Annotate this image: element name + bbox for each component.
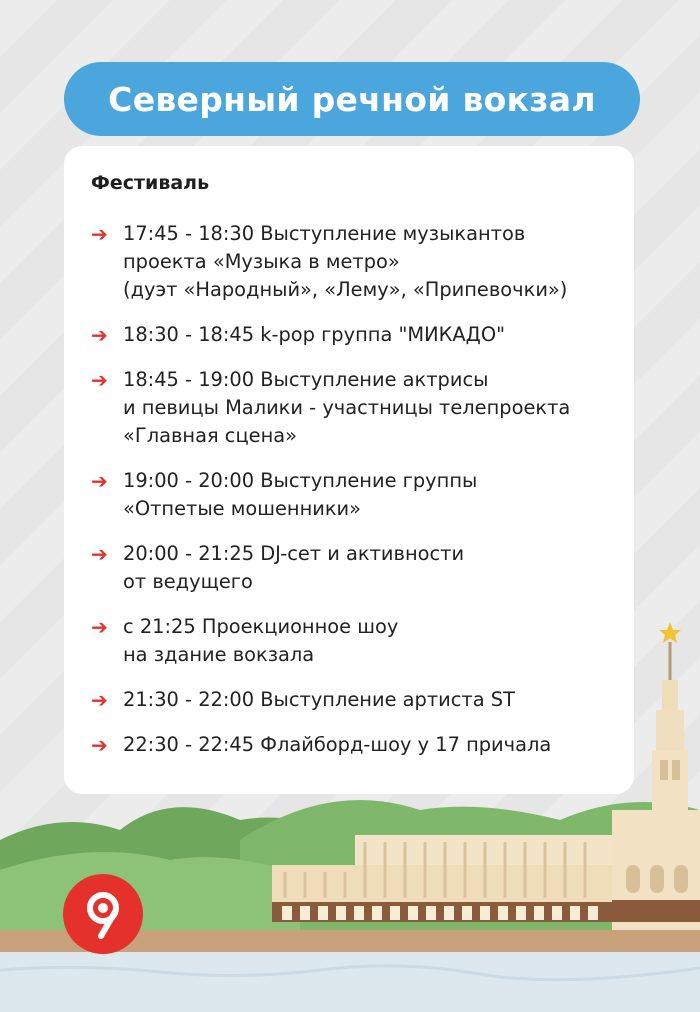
schedule-item-text: 21:30 - 22:00 Выступление артиста ST — [123, 688, 515, 711]
schedule-item-text: 19:00 - 20:00 Выступление группы «Отпетые мошенники» — [123, 469, 478, 520]
arrow-right-icon: ➔ — [91, 542, 108, 566]
number-nine-logo-icon — [75, 886, 131, 942]
arrow-right-icon: ➔ — [91, 222, 108, 246]
arrow-right-icon: ➔ — [91, 688, 108, 712]
schedule-item — [91, 540, 608, 596]
metro-logo — [63, 874, 143, 954]
schedule-item — [91, 321, 608, 349]
arrow-right-icon: ➔ — [91, 323, 108, 347]
schedule-item — [91, 613, 608, 669]
page-title: Северный речной вокзал — [108, 79, 596, 119]
arrow-right-icon: ➔ — [91, 615, 108, 639]
schedule-item-text: 18:30 - 18:45 k-pop группа "МИКАДО" — [123, 323, 506, 346]
schedule-list — [91, 220, 608, 759]
schedule-item — [91, 220, 608, 304]
section-title: Фестиваль — [91, 172, 210, 194]
schedule-card — [64, 146, 634, 794]
schedule-item-text: 20:00 - 21:25 DJ-сет и активности от ведущего — [123, 542, 465, 593]
schedule-item-text: 22:30 - 22:45 Флайборд-шоу у 17 причала — [123, 733, 552, 756]
schedule-item — [91, 686, 608, 714]
schedule-item — [91, 731, 608, 759]
title-banner — [64, 62, 640, 136]
river-water — [0, 952, 700, 1012]
arrow-right-icon: ➔ — [91, 368, 108, 392]
arrow-right-icon: ➔ — [91, 733, 108, 757]
star-icon — [659, 622, 681, 643]
hill-front — [0, 852, 300, 940]
arrow-right-icon: ➔ — [91, 469, 108, 493]
schedule-item-text: 17:45 - 18:30 Выступление музыкантов проекта «Музыка в метро» (дуэт «Народный», «Лему», «Припевочки») — [123, 222, 568, 301]
schedule-item-text: 18:45 - 19:00 Выступление актрисы и певицы Малики - участницы телепроекта «Главная сцена» — [123, 368, 571, 447]
schedule-item-text: с 21:25 Проекционное шоу на здание вокзала — [123, 615, 399, 666]
schedule-item — [91, 366, 608, 450]
schedule-item — [91, 467, 608, 523]
tower-illustration — [640, 620, 700, 820]
